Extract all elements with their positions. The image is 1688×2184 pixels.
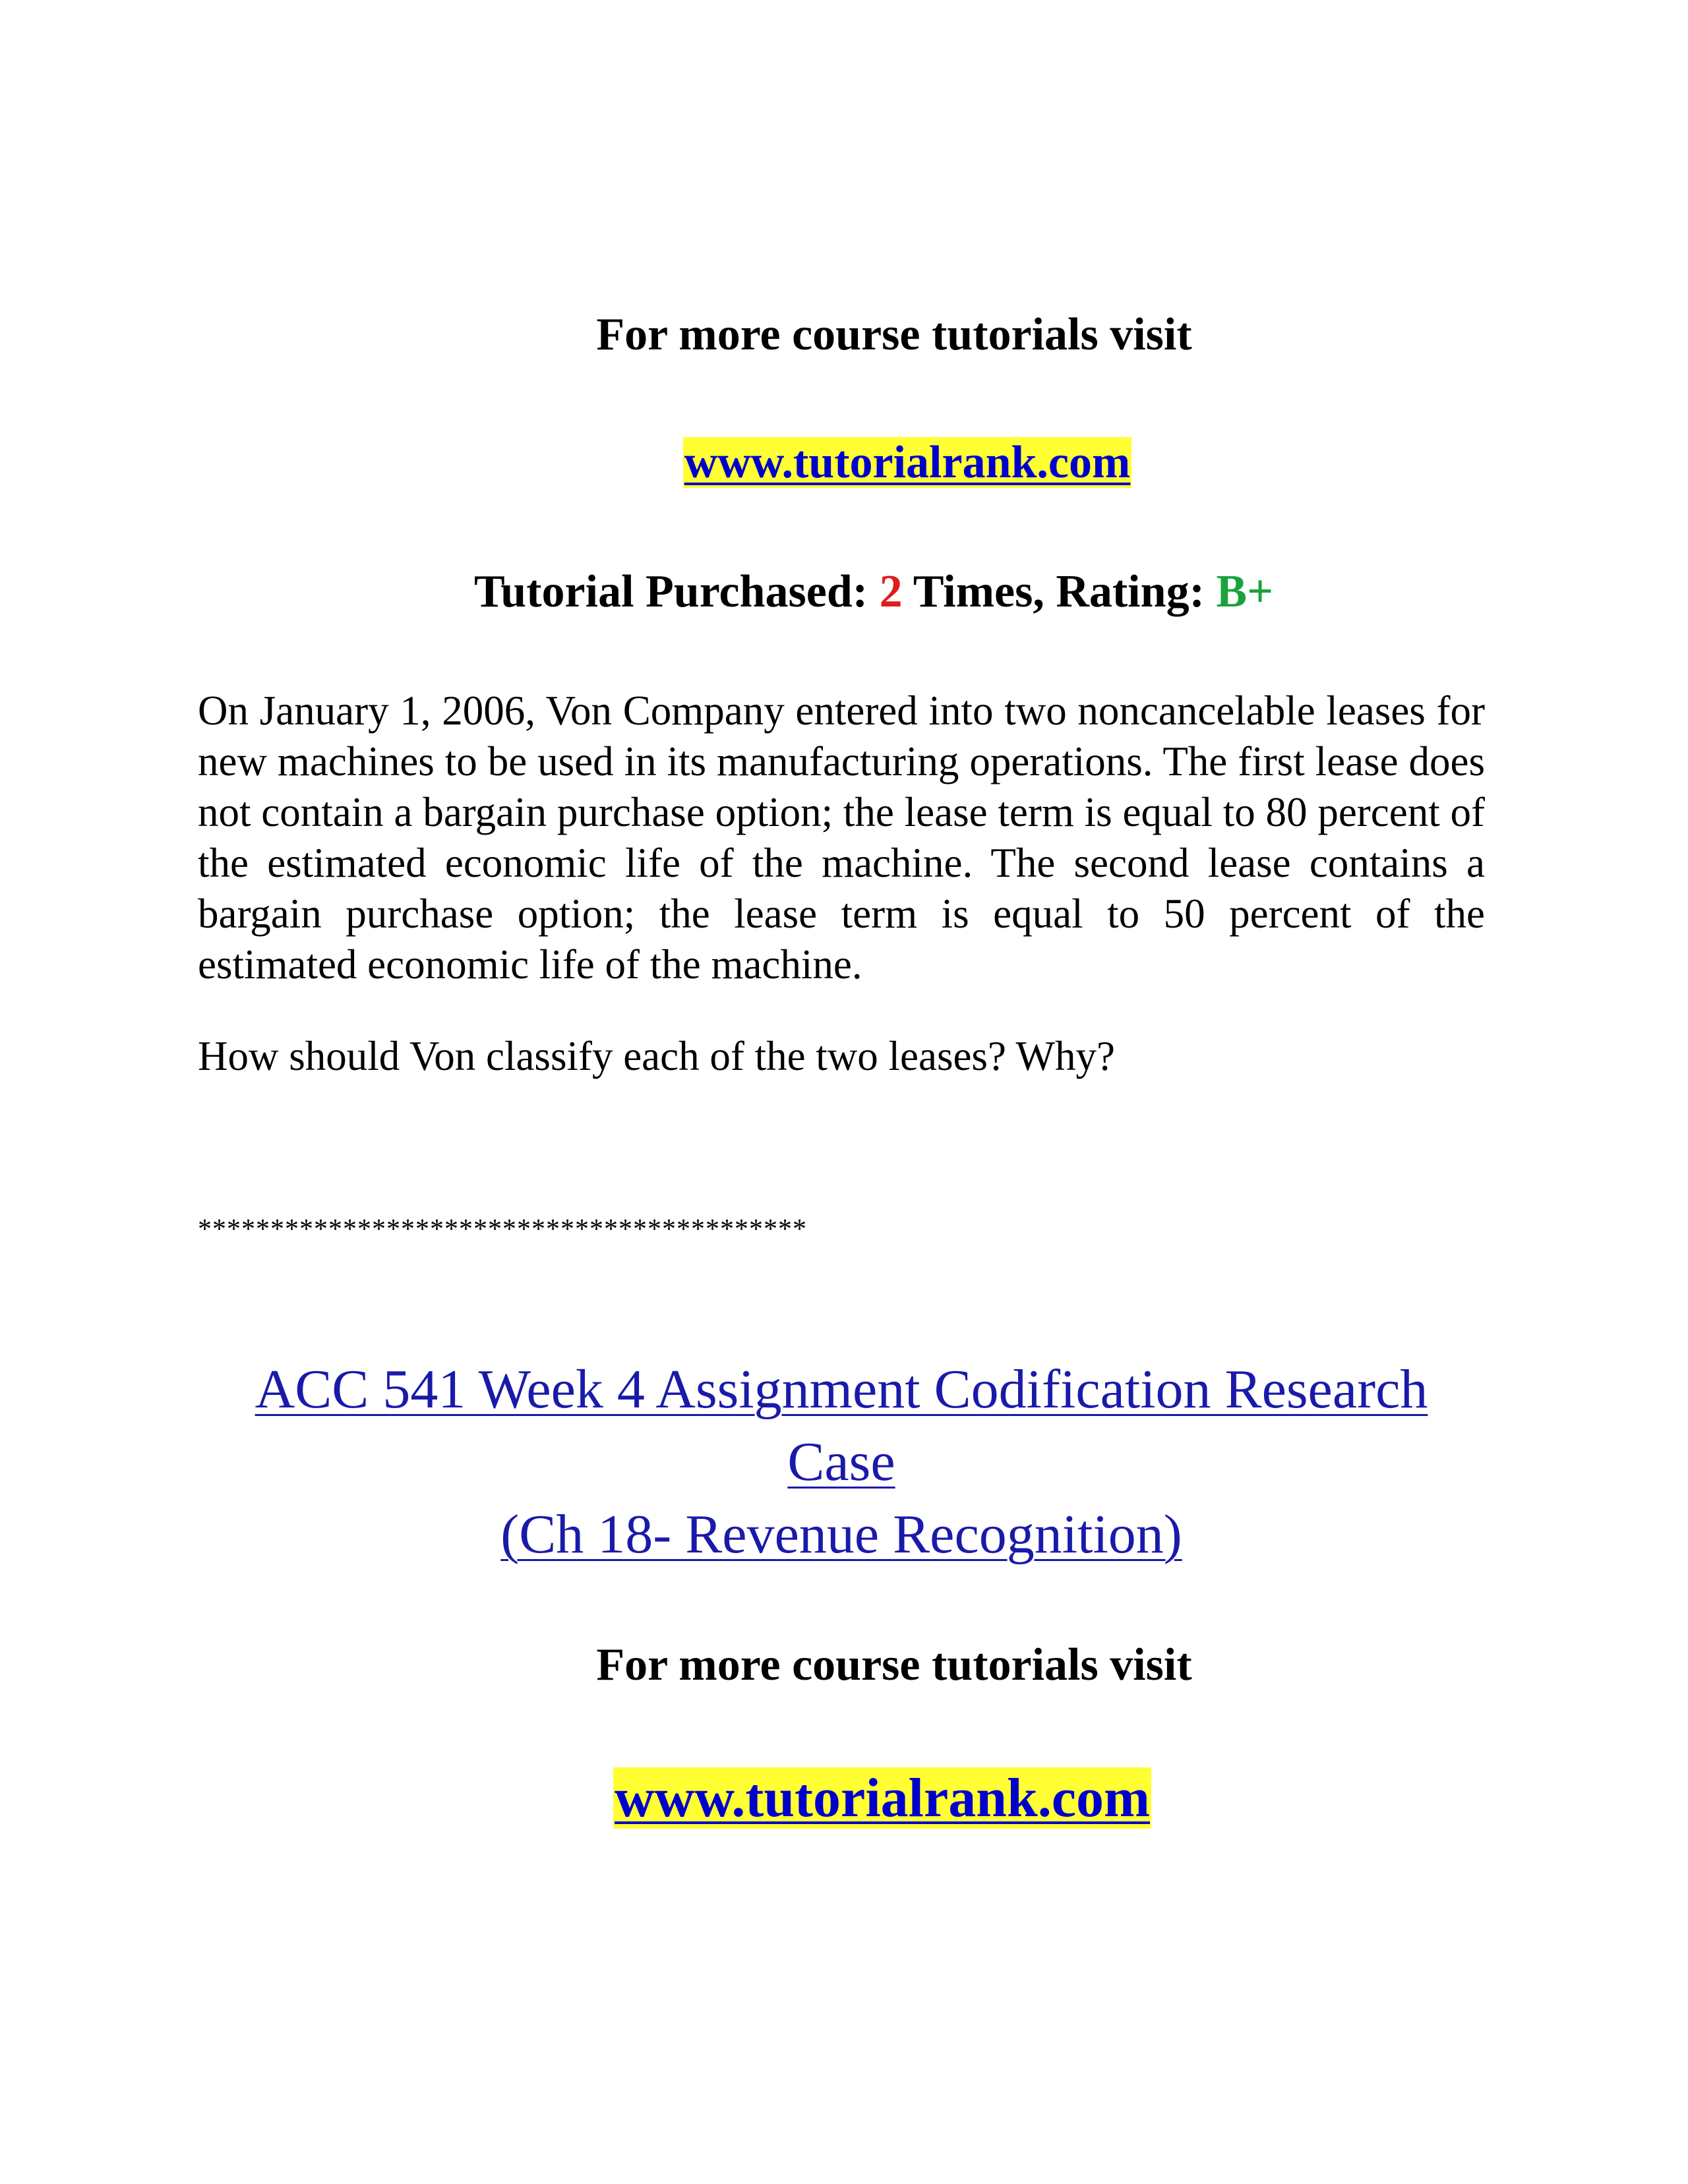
separator-line: ****************************************** <box>198 1214 807 1245</box>
times-rating-label: Times, Rating: <box>913 566 1205 617</box>
question-paragraph: On January 1, 2006, Von Company entered into two noncancelable leases for new machines to be used in its manufacturing operations. The first lease does not contain a bargain purchase option; the lease term is equal to 80 percent of the estimated economic life of the machine. The second lease contains a bargain purchase option; the lease term is equal to 50 percent of the estimated economic life of the machine. <box>198 688 1485 988</box>
footer-site-link[interactable]: www.tutorialrank.com <box>615 1767 1150 1829</box>
header-link-row <box>63 435 1688 490</box>
rating-value: B+ <box>1216 566 1273 617</box>
next-tutorial-title-line2[interactable]: (Ch 18- Revenue Recognition) <box>500 1504 1182 1565</box>
tutorial-stats <box>30 564 1688 620</box>
next-tutorial-title-line1[interactable]: ACC 541 Week 4 Assignment Codification Research Case <box>255 1359 1428 1492</box>
footer-visit-text: For more course tutorials visit <box>596 1639 1192 1690</box>
question-prompt: How should Von classify each of the two leases? Why? <box>198 1033 1115 1079</box>
next-tutorial-link[interactable] <box>198 1353 1485 1571</box>
header-site-link[interactable]: www.tutorialrank.com <box>684 437 1131 488</box>
purchased-label: Tutorial Purchased: <box>474 566 868 617</box>
purchased-count: 2 <box>879 566 903 617</box>
footer-link-row <box>38 1765 1688 1831</box>
header-visit-text: For more course tutorials visit <box>596 309 1192 360</box>
